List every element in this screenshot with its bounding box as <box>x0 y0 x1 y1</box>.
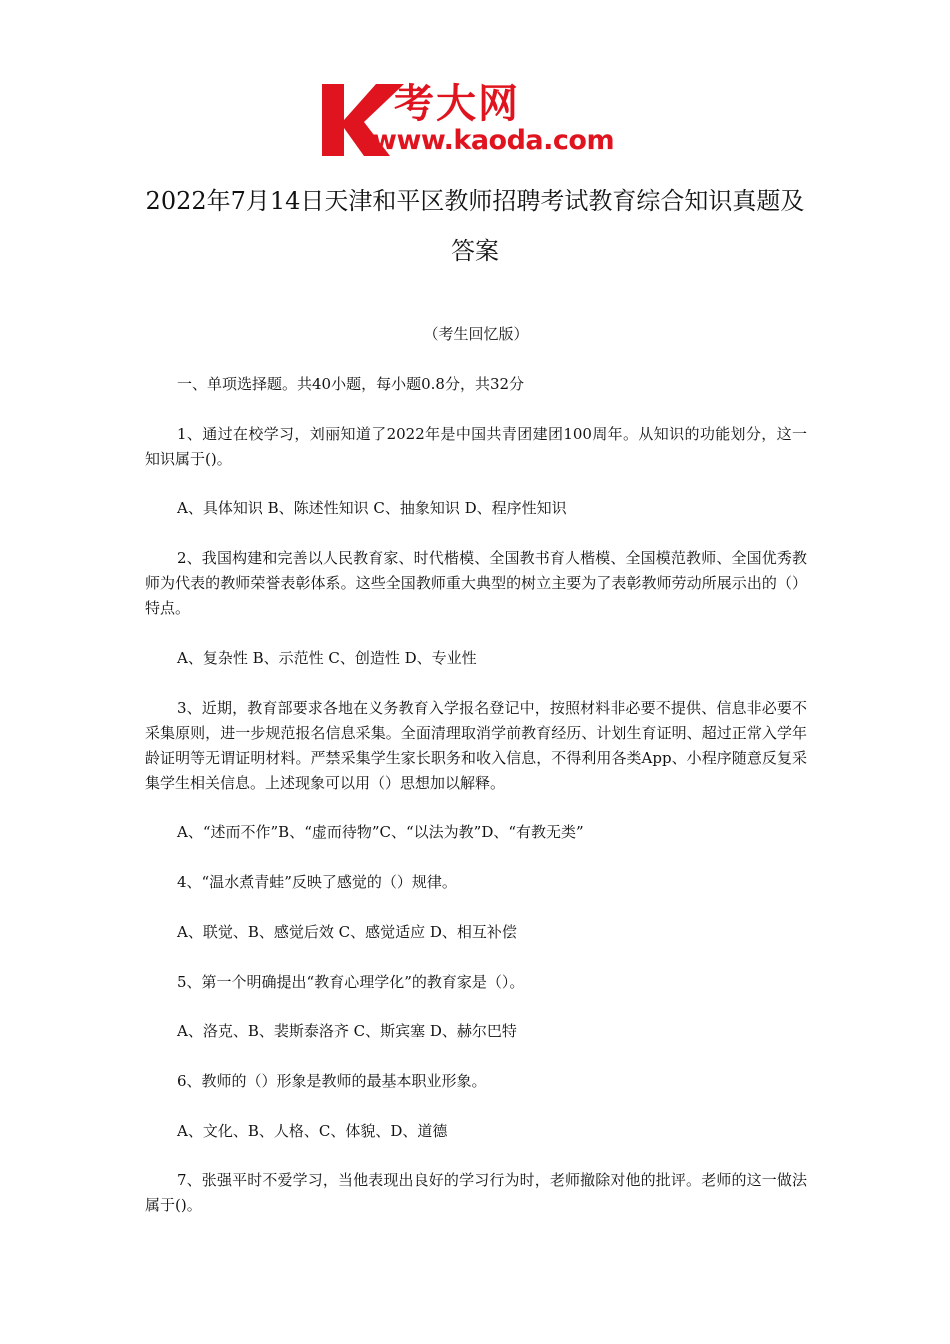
options-5: A、洛克、B、裴斯泰洛齐 C、斯宾塞 D、赫尔巴特 <box>177 1022 517 1040</box>
options-2: A、复杂性 B、示范性 C、创造性 D、专业性 <box>177 649 477 667</box>
document-title: 2022年7月14日天津和平区教师招聘考试教育综合知识真题及答案 <box>145 187 805 265</box>
question-1: 1、通过在校学习，刘丽知道了2022年是中国共青团建团100周年。从知识的功能划分，这一知识属于()。 <box>145 425 807 468</box>
question-6: 6、教师的（）形象是教师的最基本职业形象。 <box>177 1072 487 1090</box>
options-6: A、文化、B、人格、C、体貌、D、道德 <box>177 1122 448 1140</box>
subtitle: （考生回忆版） <box>423 325 529 343</box>
section-heading: 一、单项选择题。共40小题，每小题0.8分，共32分 <box>177 375 525 393</box>
options-4: A、联觉、B、感觉后效 C、感觉适应 D、相互补偿 <box>177 923 517 941</box>
question-7: 7、张强平时不爱学习，当他表现出良好的学习行为时，老师撤除对他的批评。老师的这一做法属于()。 <box>145 1171 807 1214</box>
options-1: A、具体知识 B、陈述性知识 C、抽象知识 D、程序性知识 <box>177 499 567 517</box>
question-5: 5、第一个明确提出“教育心理学化”的教育家是（）。 <box>177 973 525 991</box>
question-2: 2、我国构建和完善以人民教育家、时代楷模、全国教书育人楷模、全国模范教师、全国优秀教师为代表的教师荣誉表彰体系。这些全国教师重大典型的树立主要为了表彰教师劳动所展示出的（）特点。 <box>145 549 807 617</box>
question-3: 3、近期，教育部要求各地在义务教育入学报名登记中，按照材料非必要不提供、信息非必要不采集原则，进一步规范报名信息采集。全面清理取消学前教育经历、计划生育证明、超过正常入学年龄证明等无谓证明材料。严禁采集学生家长职务和收入信息，不得利用各类App、小程序随意反复采集学生相关信息。上述现象可以用（）思想加以解释。 <box>145 699 807 792</box>
logo-url: www.kaoda.com <box>372 125 615 156</box>
kaoda-logo <box>318 82 638 158</box>
question-4: 4、“温水煮青蛙”反映了感觉的（）规律。 <box>177 873 457 891</box>
options-3: A、“述而不作”B、“虚而待物”C、“以法为教”D、“有教无类” <box>177 823 584 841</box>
logo-brand-cn: 考大网 <box>394 81 520 127</box>
